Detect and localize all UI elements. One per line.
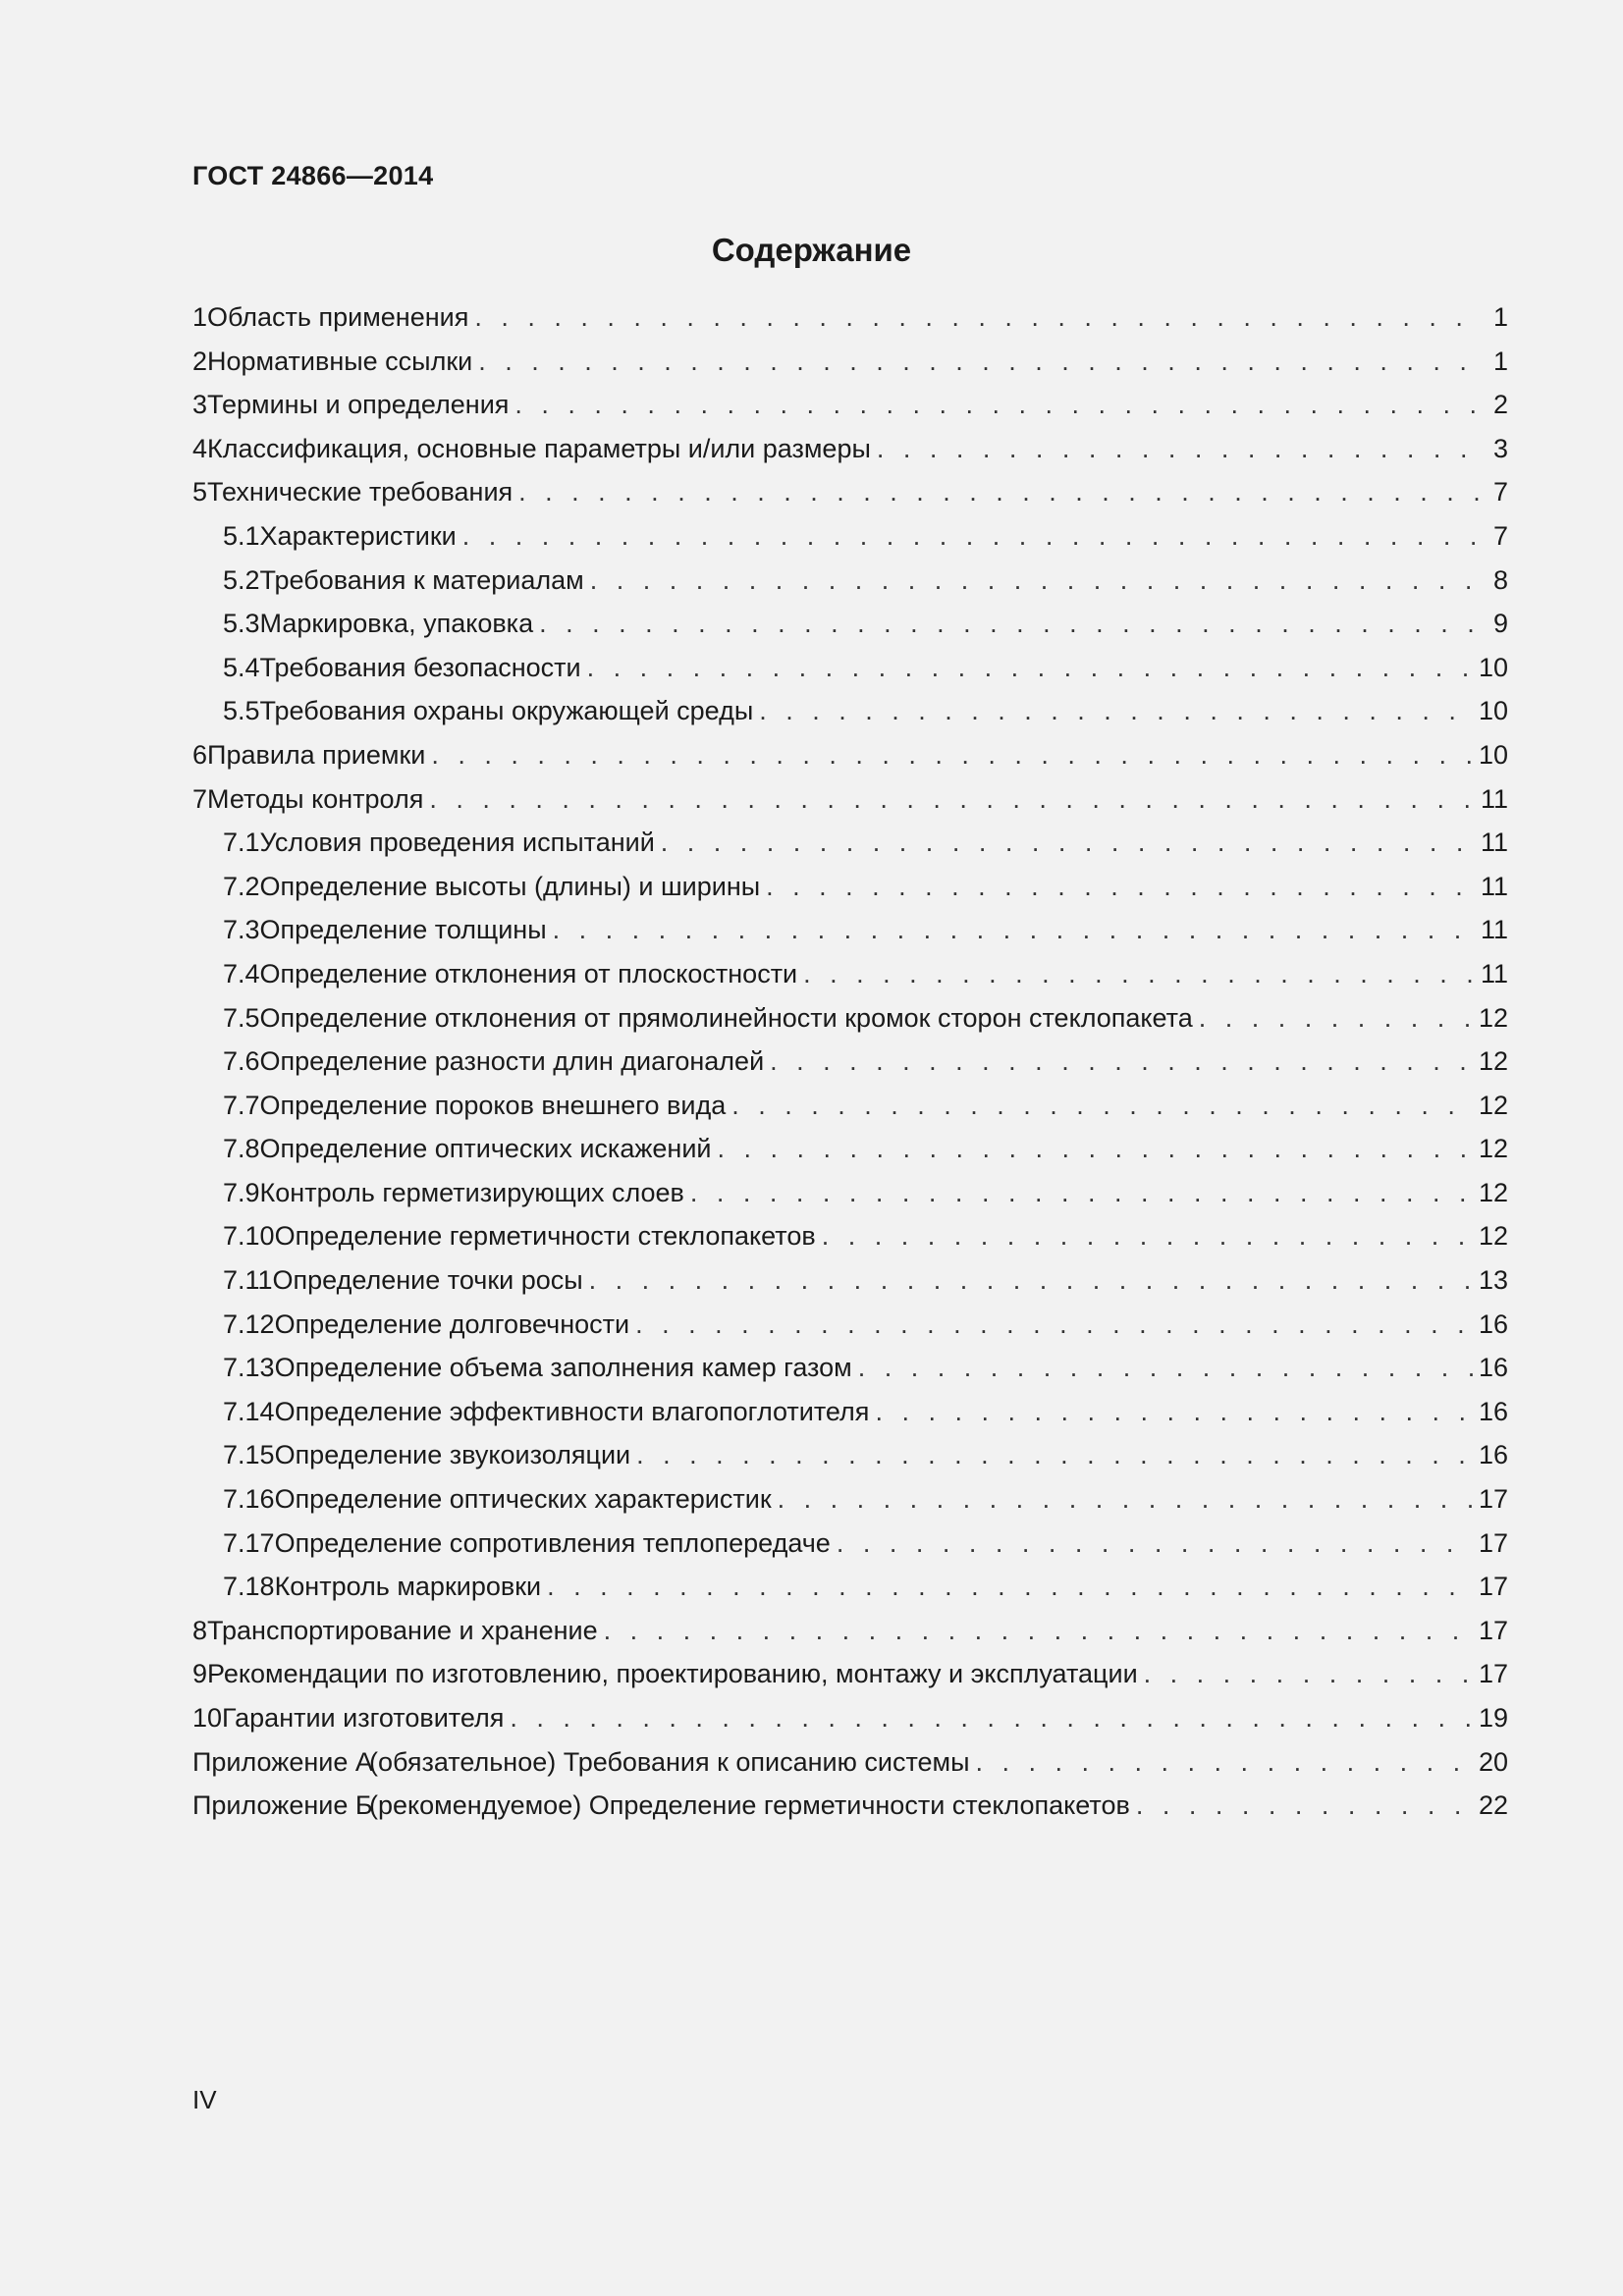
toc-entry-page: 10 (1478, 696, 1508, 726)
toc-entry-number: 1 (192, 302, 208, 332)
toc-entry (192, 1740, 1508, 1785)
toc-leader-dots (822, 1214, 1473, 1258)
toc-entry (192, 1390, 1508, 1434)
table-of-contents (192, 295, 1508, 1828)
toc-entry-page: 1 (1492, 346, 1508, 376)
toc-leader-dots (1199, 996, 1473, 1041)
toc-entry-label: Определение сопротивления теплопередаче (274, 1527, 831, 1558)
toc-entry-label: Определение пороков внешнего вида (259, 1090, 727, 1120)
toc-entry (192, 427, 1508, 471)
toc-entry-number: 5.3 (223, 609, 260, 639)
toc-entry (192, 1303, 1508, 1347)
toc-entry-label: Характеристики (259, 520, 457, 551)
toc-entry-number: 7.12 (223, 1308, 275, 1339)
toc-entry (192, 383, 1508, 427)
toc-entry-label: Определение оптических характеристик (274, 1484, 772, 1515)
page-number: IV (192, 2085, 217, 2114)
toc-entry-page: 2 (1492, 390, 1508, 420)
toc-entry (192, 733, 1508, 777)
toc-entry-label: (рекомендуемое) Определение герметичности стеклопакетов (369, 1790, 1130, 1821)
toc-entry-page: 17 (1478, 1615, 1508, 1645)
toc-entry (192, 1609, 1508, 1653)
toc-entry-page: 12 (1478, 1090, 1508, 1120)
toc-entry (192, 1084, 1508, 1128)
toc-leader-dots (877, 427, 1483, 471)
toc-leader-dots (518, 470, 1483, 514)
toc-entry-page: 13 (1478, 1265, 1508, 1296)
toc-entry-label: Транспортирование и хранение (207, 1615, 598, 1645)
toc-entry-label: (обязательное) Требования к описанию системы (369, 1746, 970, 1777)
toc-entry-number: 7.18 (223, 1572, 275, 1602)
toc-entry (192, 1565, 1508, 1609)
toc-leader-dots (858, 1346, 1473, 1390)
toc-entry-number: 7.11 (223, 1265, 273, 1296)
toc-entry-label: Определение точки росы (272, 1265, 583, 1296)
toc-entry-number: 7.17 (223, 1527, 275, 1558)
toc-entry-number: 7.1 (223, 828, 260, 858)
toc-entry-number: 6 (192, 739, 208, 770)
toc-entry-number: 7.8 (223, 1134, 260, 1164)
toc-entry-page: 17 (1478, 1659, 1508, 1689)
toc-leader-dots (462, 514, 1483, 559)
toc-entry-label: Определение отклонения от прямолинейности кромок сторон стеклопакета (259, 1002, 1193, 1033)
toc-entry (192, 1258, 1508, 1303)
toc-entry-label: Область применения (207, 302, 469, 332)
toc-leader-dots (1144, 1652, 1473, 1696)
toc-entry-number: 7.4 (223, 958, 260, 988)
toc-leader-dots (539, 602, 1483, 646)
toc-entry (192, 559, 1508, 603)
toc-entry-number: 7.5 (223, 1002, 260, 1033)
toc-entry-page: 10 (1478, 652, 1508, 682)
toc-entry-page: 20 (1478, 1746, 1508, 1777)
toc-entry (192, 1040, 1508, 1084)
toc-entry-number: 7.14 (223, 1396, 275, 1426)
toc-entry-page: 17 (1478, 1527, 1508, 1558)
toc-entry-label: Контроль маркировки (274, 1572, 542, 1602)
toc-entry-label: Определение звукоизоляции (274, 1440, 631, 1470)
toc-entry-number: 4 (192, 433, 208, 463)
toc-entry-label: Нормативные ссылки (207, 346, 473, 376)
toc-entry-page: 11 (1480, 783, 1508, 814)
toc-entry-page: 1 (1492, 302, 1508, 332)
toc-entry-label: Определение объема заполнения камер газом (274, 1353, 852, 1383)
toc-entry-label: Контроль герметизирующих слоев (259, 1177, 684, 1207)
toc-leader-dots (478, 340, 1483, 384)
toc-entry (192, 996, 1508, 1041)
toc-leader-dots (837, 1522, 1473, 1566)
toc-entry-label: Правила приемки (207, 739, 426, 770)
toc-entry-page: 11 (1480, 871, 1508, 901)
toc-entry (192, 602, 1508, 646)
toc-entry-label: Гарантии изготовителя (222, 1703, 505, 1733)
toc-entry-label: Маркировка, упаковка (259, 609, 534, 639)
toc-entry-number: 7.15 (223, 1440, 275, 1470)
toc-entry-label: Рекомендации по изготовлению, проектированию, монтажу и эксплуатации (207, 1659, 1138, 1689)
toc-entry-page: 12 (1478, 1046, 1508, 1077)
page-title: Содержание (711, 232, 912, 268)
toc-entry-number: Приложение Б (192, 1790, 373, 1821)
toc-entry-page: 17 (1478, 1572, 1508, 1602)
toc-leader-dots (589, 1258, 1473, 1303)
toc-entry-page: 11 (1480, 915, 1508, 945)
toc-leader-dots (976, 1740, 1473, 1785)
toc-entry-label: Определение оптических искажений (259, 1134, 712, 1164)
toc-entry (192, 1433, 1508, 1477)
toc-entry (192, 865, 1508, 909)
toc-leader-dots (717, 1127, 1472, 1171)
toc-entry (192, 340, 1508, 384)
toc-entry-label: Требования безопасности (259, 652, 581, 682)
toc-entry-number: 9 (192, 1659, 208, 1689)
toc-leader-dots (759, 689, 1473, 733)
toc-entry-page: 12 (1478, 1002, 1508, 1033)
toc-entry-page: 17 (1478, 1484, 1508, 1515)
toc-entry-number: 7.9 (223, 1177, 260, 1207)
toc-leader-dots (547, 1565, 1473, 1609)
toc-entry-label: Методы контроля (207, 783, 424, 814)
toc-entry-label: Определение отклонения от плоскостности (259, 958, 798, 988)
toc-entry (192, 908, 1508, 952)
toc-entry (192, 777, 1508, 822)
toc-entry-label: Требования охраны окружающей среды (259, 696, 754, 726)
toc-leader-dots (510, 1696, 1473, 1740)
toc-leader-dots (770, 1040, 1473, 1084)
toc-leader-dots (635, 1303, 1473, 1347)
toc-entry (192, 646, 1508, 690)
toc-leader-dots (803, 952, 1475, 996)
toc-entry (192, 821, 1508, 865)
toc-entry (192, 689, 1508, 733)
toc-entry (192, 470, 1508, 514)
toc-entry (192, 952, 1508, 996)
toc-entry-page: 11 (1480, 958, 1508, 988)
toc-entry-page: 12 (1478, 1177, 1508, 1207)
toc-entry-number: Приложение А (192, 1746, 373, 1777)
toc-entry (192, 514, 1508, 559)
toc-entry-number: 7 (192, 783, 208, 814)
toc-entry-label: Определение разности длин диагоналей (259, 1046, 765, 1077)
toc-leader-dots (431, 733, 1473, 777)
toc-entry-label: Классификация, основные параметры и/или размеры (207, 433, 871, 463)
toc-entry-page: 11 (1480, 828, 1508, 858)
toc-entry-number: 7.10 (223, 1221, 275, 1252)
toc-entry-page: 10 (1478, 739, 1508, 770)
toc-entry (192, 295, 1508, 340)
toc-leader-dots (636, 1433, 1473, 1477)
toc-entry (192, 1214, 1508, 1258)
toc-entry-page: 8 (1492, 564, 1508, 595)
toc-entry-number: 7.6 (223, 1046, 260, 1077)
toc-entry-label: Условия проведения испытаний (259, 828, 655, 858)
toc-entry-label: Требования к материалам (259, 564, 584, 595)
toc-leader-dots (590, 559, 1483, 603)
toc-entry-label: Определение герметичности стеклопакетов (274, 1221, 816, 1252)
toc-entry (192, 1171, 1508, 1215)
toc-leader-dots (553, 908, 1475, 952)
toc-leader-dots (429, 777, 1475, 822)
toc-entry-number: 10 (192, 1703, 223, 1733)
toc-entry (192, 1477, 1508, 1522)
toc-entry-page: 16 (1478, 1308, 1508, 1339)
toc-leader-dots (474, 295, 1483, 340)
toc-leader-dots (766, 865, 1475, 909)
toc-entry-number: 8 (192, 1615, 208, 1645)
toc-entry-page: 22 (1478, 1790, 1508, 1821)
toc-leader-dots (875, 1390, 1473, 1434)
toc-leader-dots (1136, 1784, 1473, 1828)
toc-entry-page: 12 (1478, 1134, 1508, 1164)
toc-entry (192, 1127, 1508, 1171)
toc-entry-number: 2 (192, 346, 208, 376)
toc-entry-label: Определение толщины (259, 915, 547, 945)
toc-entry (192, 1696, 1508, 1740)
toc-entry-page: 7 (1492, 477, 1508, 507)
toc-entry (192, 1784, 1508, 1828)
toc-entry-page: 7 (1492, 520, 1508, 551)
toc-leader-dots (514, 383, 1483, 427)
toc-entry-number: 7.7 (223, 1090, 260, 1120)
toc-entry (192, 1346, 1508, 1390)
toc-entry-number: 3 (192, 390, 208, 420)
toc-entry-label: Определение высоты (длины) и ширины (259, 871, 761, 901)
toc-entry-number: 5.2 (223, 564, 260, 595)
toc-leader-dots (778, 1477, 1473, 1522)
toc-leader-dots (587, 646, 1473, 690)
toc-entry-label: Определение эффективности влагопоглотителя (274, 1396, 870, 1426)
toc-entry-number: 5.5 (223, 696, 260, 726)
toc-entry-number: 7.2 (223, 871, 260, 901)
toc-entry-number: 5 (192, 477, 208, 507)
toc-entry-number: 7.16 (223, 1484, 275, 1515)
toc-entry-page: 3 (1492, 433, 1508, 463)
toc-entry (192, 1652, 1508, 1696)
toc-entry-page: 16 (1478, 1353, 1508, 1383)
toc-entry-number: 7.3 (223, 915, 260, 945)
toc-entry-page: 16 (1478, 1440, 1508, 1470)
toc-entry-label: Термины и определения (207, 390, 510, 420)
toc-entry-number: 7.13 (223, 1353, 275, 1383)
toc-entry-page: 9 (1492, 609, 1508, 639)
toc-leader-dots (604, 1609, 1473, 1653)
toc-entry-page: 19 (1478, 1703, 1508, 1733)
toc-entry-label: Определение долговечности (274, 1308, 630, 1339)
toc-entry-label: Технические требования (207, 477, 514, 507)
toc-entry-number: 5.1 (223, 520, 260, 551)
toc-entry (192, 1522, 1508, 1566)
toc-leader-dots (661, 821, 1475, 865)
document-id: ГОСТ 24866—2014 (192, 161, 434, 190)
toc-entry-page: 16 (1478, 1396, 1508, 1426)
toc-leader-dots (731, 1084, 1473, 1128)
toc-leader-dots (690, 1171, 1473, 1215)
toc-entry-number: 5.4 (223, 652, 260, 682)
toc-entry-page: 12 (1478, 1221, 1508, 1252)
